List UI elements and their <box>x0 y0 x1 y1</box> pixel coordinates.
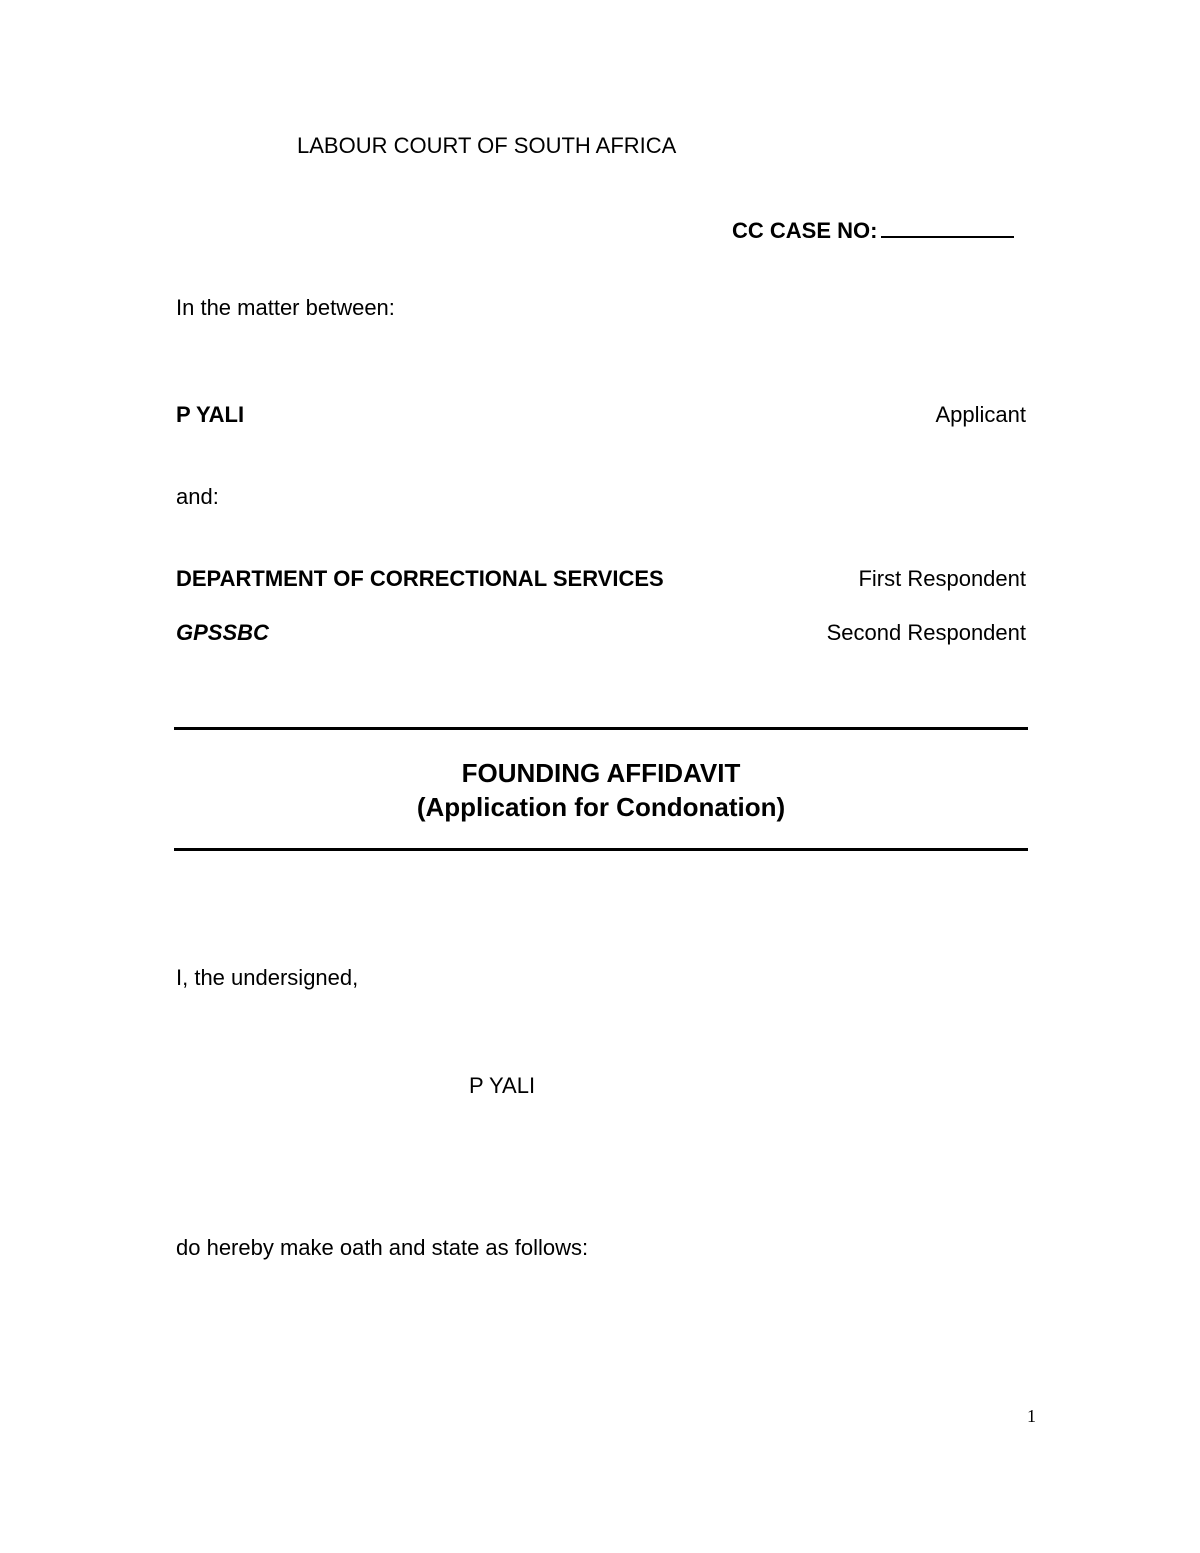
bottom-divider <box>174 848 1028 851</box>
first-respondent-role: First Respondent <box>858 566 1026 591</box>
case-number-blank <box>881 216 1014 238</box>
first-respondent-name: DEPARTMENT OF CORRECTIONAL SERVICES <box>176 566 664 591</box>
court-title: LABOUR COURT OF SOUTH AFRICA <box>297 133 677 158</box>
page-number: 1 <box>1027 1406 1036 1426</box>
top-divider <box>174 727 1028 730</box>
document-subtitle: (Application for Condonation) <box>416 792 786 822</box>
applicant-name: P YALI <box>176 402 245 427</box>
undersigned-text: I, the undersigned, <box>176 965 359 990</box>
oath-statement: do hereby make oath and state as follows: <box>176 1235 589 1260</box>
deponent-name: P YALI <box>469 1073 536 1098</box>
case-number-field <box>732 216 1014 242</box>
party-conjunction: and: <box>176 484 219 509</box>
case-number-label: CC CASE NO: <box>732 218 878 243</box>
matter-intro: In the matter between: <box>176 295 395 320</box>
second-respondent-name: GPSSBC <box>176 620 269 645</box>
document-title: FOUNDING AFFIDAVIT <box>461 758 741 788</box>
applicant-role: Applicant <box>935 402 1026 427</box>
second-respondent-role: Second Respondent <box>826 620 1026 645</box>
